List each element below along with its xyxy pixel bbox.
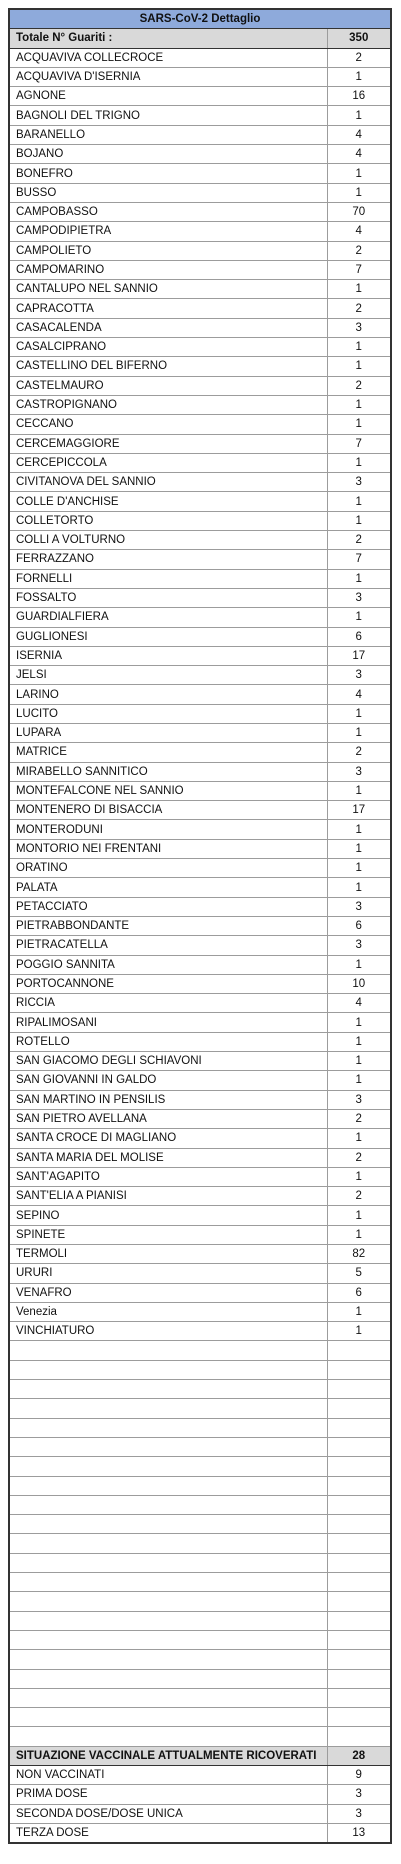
cell-label (9, 1573, 327, 1592)
cell-value: 4 (327, 685, 391, 704)
cell-label (9, 1380, 327, 1399)
total-value: 350 (327, 29, 391, 48)
cell-label: CANTALUPO NEL SANNIO (9, 280, 327, 299)
cell-label: RIPALIMOSANI (9, 1013, 327, 1032)
cell-value: 1 (327, 1013, 391, 1032)
cell-value: 1 (327, 67, 391, 86)
cell-label: SECONDA DOSE/DOSE UNICA (9, 1804, 327, 1823)
cell-label: CASACALENDA (9, 318, 327, 337)
cell-label: SPINETE (9, 1225, 327, 1244)
table-row (9, 994, 391, 1013)
cell-label: VINCHIATURO (9, 1322, 327, 1341)
cell-label: ACQUAVIVA COLLECROCE (9, 48, 327, 67)
vaccine-row (9, 1804, 391, 1823)
cell-value (327, 1553, 391, 1572)
table-row (9, 801, 391, 820)
table-row (9, 1283, 391, 1302)
table-row (9, 164, 391, 183)
cell-value: 1 (327, 511, 391, 530)
cell-label (9, 1437, 327, 1456)
table-row (9, 1090, 391, 1109)
empty-row (9, 1727, 391, 1746)
cell-value: 6 (327, 916, 391, 935)
cell-value: 3 (327, 318, 391, 337)
cell-value: 1 (327, 839, 391, 858)
cell-value (327, 1727, 391, 1746)
cell-value: 7 (327, 550, 391, 569)
table-row (9, 492, 391, 511)
cell-label: CASALCIPRANO (9, 338, 327, 357)
cell-label (9, 1553, 327, 1572)
table-row (9, 67, 391, 86)
cell-label: MATRICE (9, 743, 327, 762)
table-row (9, 859, 391, 878)
cell-value (327, 1669, 391, 1688)
empty-row (9, 1437, 391, 1456)
empty-row (9, 1650, 391, 1669)
cell-value: 1 (327, 569, 391, 588)
cell-label: PIETRABBONDANTE (9, 916, 327, 935)
cell-label: SAN MARTINO IN PENSILIS (9, 1090, 327, 1109)
cell-value: 9 (327, 1766, 391, 1785)
empty-row (9, 1708, 391, 1727)
empty-row (9, 1611, 391, 1630)
cell-label: MONTERODUNI (9, 820, 327, 839)
cell-value (327, 1708, 391, 1727)
table-row (9, 260, 391, 279)
cell-label: MONTEFALCONE NEL SANNIO (9, 781, 327, 800)
table-row (9, 839, 391, 858)
cell-value: 3 (327, 473, 391, 492)
cell-label: CAMPODIPIETRA (9, 222, 327, 241)
cell-value: 7 (327, 260, 391, 279)
cell-label: CAMPOBASSO (9, 202, 327, 221)
cell-value: 1 (327, 704, 391, 723)
cell-value: 4 (327, 145, 391, 164)
cell-value: 1 (327, 1129, 391, 1148)
cell-label (9, 1534, 327, 1553)
cell-label (9, 1457, 327, 1476)
cell-label: FOSSALTO (9, 588, 327, 607)
cell-value: 1 (327, 1167, 391, 1186)
cell-value: 3 (327, 666, 391, 685)
cell-label (9, 1515, 327, 1534)
cell-value: 1 (327, 357, 391, 376)
cell-value: 2 (327, 1187, 391, 1206)
cell-label: LUPARA (9, 723, 327, 742)
table-row (9, 376, 391, 395)
cell-label: CAPRACOTTA (9, 299, 327, 318)
cell-value: 7 (327, 434, 391, 453)
cell-label: GUGLIONESI (9, 627, 327, 646)
cell-value: 1 (327, 608, 391, 627)
table-row (9, 318, 391, 337)
cell-value: 1 (327, 723, 391, 742)
empty-row (9, 1341, 391, 1360)
cell-value: 16 (327, 87, 391, 106)
table-row (9, 1322, 391, 1341)
cell-value (327, 1688, 391, 1707)
cell-value: 17 (327, 646, 391, 665)
cell-value: 1 (327, 781, 391, 800)
table-row (9, 743, 391, 762)
cell-value: 6 (327, 1283, 391, 1302)
empty-row (9, 1495, 391, 1514)
cell-value (327, 1380, 391, 1399)
cell-value: 10 (327, 974, 391, 993)
cell-value (327, 1476, 391, 1495)
cell-label: SANT'ELIA A PIANISI (9, 1187, 327, 1206)
cell-label (9, 1341, 327, 1360)
table-row (9, 878, 391, 897)
cell-label: BAGNOLI DEL TRIGNO (9, 106, 327, 125)
table-row (9, 955, 391, 974)
table-row (9, 704, 391, 723)
cell-label (9, 1727, 327, 1746)
cell-value: 3 (327, 1785, 391, 1804)
table-row (9, 1206, 391, 1225)
cell-value: 3 (327, 588, 391, 607)
cell-value: 3 (327, 1090, 391, 1109)
cell-value: 1 (327, 1052, 391, 1071)
cell-value: 1 (327, 280, 391, 299)
empty-row (9, 1573, 391, 1592)
table-row (9, 1013, 391, 1032)
cell-value: 1 (327, 878, 391, 897)
table-row (9, 916, 391, 935)
cell-label: CASTELLINO DEL BIFERNO (9, 357, 327, 376)
cell-label: MIRABELLO SANNITICO (9, 762, 327, 781)
table-row (9, 1187, 391, 1206)
cell-label (9, 1688, 327, 1707)
cell-value: 4 (327, 125, 391, 144)
table-row (9, 395, 391, 414)
table-row (9, 936, 391, 955)
cell-value: 28 (327, 1746, 391, 1765)
table-row (9, 511, 391, 530)
cell-label (9, 1669, 327, 1688)
table-row (9, 588, 391, 607)
cell-value: 2 (327, 1109, 391, 1128)
cell-label: JELSI (9, 666, 327, 685)
cell-label: PETACCIATO (9, 897, 327, 916)
cell-value: 82 (327, 1245, 391, 1264)
cell-value: 1 (327, 395, 391, 414)
table-row (9, 106, 391, 125)
cell-label: SAN GIACOMO DEGLI SCHIAVONI (9, 1052, 327, 1071)
table-row (9, 1245, 391, 1264)
empty-row (9, 1630, 391, 1649)
cell-label: CASTROPIGNANO (9, 395, 327, 414)
cell-label (9, 1650, 327, 1669)
cell-label: PRIMA DOSE (9, 1785, 327, 1804)
cell-value: 1 (327, 492, 391, 511)
table-row (9, 453, 391, 472)
vaccine-row (9, 1823, 391, 1843)
cell-value (327, 1457, 391, 1476)
cell-value: 1 (327, 106, 391, 125)
table-row (9, 685, 391, 704)
cell-value: 2 (327, 743, 391, 762)
empty-row (9, 1476, 391, 1495)
cell-value: 3 (327, 762, 391, 781)
cell-value (327, 1650, 391, 1669)
cell-label: TERMOLI (9, 1245, 327, 1264)
cell-label: RICCIA (9, 994, 327, 1013)
cell-label: GUARDIALFIERA (9, 608, 327, 627)
table-row (9, 338, 391, 357)
cell-value (327, 1611, 391, 1630)
cell-value: 3 (327, 1804, 391, 1823)
empty-row (9, 1457, 391, 1476)
vaccine-row (9, 1766, 391, 1785)
cell-label (9, 1708, 327, 1727)
table-row (9, 781, 391, 800)
cell-label: BOJANO (9, 145, 327, 164)
cell-label: LUCITO (9, 704, 327, 723)
cell-value: 1 (327, 1206, 391, 1225)
table-row (9, 48, 391, 67)
table-row (9, 1109, 391, 1128)
table-title: SARS-CoV-2 Dettaglio (9, 9, 391, 29)
table-row (9, 299, 391, 318)
cell-value: 3 (327, 897, 391, 916)
empty-row (9, 1380, 391, 1399)
cell-label: CAMPOLIETO (9, 241, 327, 260)
cell-label: CECCANO (9, 415, 327, 434)
cell-label: BUSSO (9, 183, 327, 202)
cell-label: CAMPOMARINO (9, 260, 327, 279)
cell-value: 70 (327, 202, 391, 221)
cell-value: 1 (327, 1302, 391, 1321)
table-row (9, 974, 391, 993)
cell-value: 1 (327, 1032, 391, 1051)
cell-label (9, 1476, 327, 1495)
cell-value: 1 (327, 1071, 391, 1090)
table-row (9, 241, 391, 260)
cell-value: 6 (327, 627, 391, 646)
cell-label: SANT'AGAPITO (9, 1167, 327, 1186)
cell-label: MONTENERO DI BISACCIA (9, 801, 327, 820)
cell-value (327, 1515, 391, 1534)
cell-value (327, 1360, 391, 1379)
cell-label (9, 1360, 327, 1379)
cell-label: ORATINO (9, 859, 327, 878)
table-row (9, 222, 391, 241)
empty-row (9, 1399, 391, 1418)
cell-label (9, 1495, 327, 1514)
cell-value: 1 (327, 164, 391, 183)
cell-label: URURI (9, 1264, 327, 1283)
cell-value: 5 (327, 1264, 391, 1283)
cell-label: FERRAZZANO (9, 550, 327, 569)
cell-value (327, 1399, 391, 1418)
cell-value (327, 1437, 391, 1456)
table-row (9, 357, 391, 376)
cell-label: SEPINO (9, 1206, 327, 1225)
table-row (9, 1032, 391, 1051)
cell-value: 1 (327, 820, 391, 839)
table-row (9, 1129, 391, 1148)
table-row (9, 1302, 391, 1321)
cell-label: FORNELLI (9, 569, 327, 588)
cell-label: ROTELLO (9, 1032, 327, 1051)
table-row (9, 125, 391, 144)
cell-label: CIVITANOVA DEL SANNIO (9, 473, 327, 492)
table-row (9, 183, 391, 202)
cell-label: VENAFRO (9, 1283, 327, 1302)
table-row (9, 762, 391, 781)
cell-label: SAN GIOVANNI IN GALDO (9, 1071, 327, 1090)
summary-sheet (8, 8, 390, 1844)
table-row (9, 1167, 391, 1186)
table-row (9, 569, 391, 588)
table-row (9, 1264, 391, 1283)
table-row (9, 550, 391, 569)
cell-label: SITUAZIONE VACCINALE ATTUALMENTE RICOVERATI (9, 1746, 327, 1765)
cell-label: SAN PIETRO AVELLANA (9, 1109, 327, 1128)
cell-value: 1 (327, 338, 391, 357)
table-row (9, 202, 391, 221)
cell-label: ISERNIA (9, 646, 327, 665)
table-row (9, 897, 391, 916)
cell-value: 3 (327, 936, 391, 955)
table-row (9, 434, 391, 453)
cell-value: 17 (327, 801, 391, 820)
cell-value: 1 (327, 453, 391, 472)
cell-label: LARINO (9, 685, 327, 704)
cell-label: BONEFRO (9, 164, 327, 183)
cell-label: CASTELMAURO (9, 376, 327, 395)
cell-label: ACQUAVIVA D'ISERNIA (9, 67, 327, 86)
cell-value: 2 (327, 531, 391, 550)
cell-label: CERCEPICCOLA (9, 453, 327, 472)
cell-value (327, 1341, 391, 1360)
table-row (9, 1071, 391, 1090)
cell-value: 2 (327, 376, 391, 395)
cell-value (327, 1630, 391, 1649)
cell-label (9, 1611, 327, 1630)
cell-value: 4 (327, 994, 391, 1013)
cell-label: Venezia (9, 1302, 327, 1321)
total-row (9, 29, 391, 48)
cell-value: 1 (327, 955, 391, 974)
table-row (9, 820, 391, 839)
cell-value: 1 (327, 859, 391, 878)
cell-label: MONTORIO NEI FRENTANI (9, 839, 327, 858)
cell-label: PALATA (9, 878, 327, 897)
table-row (9, 666, 391, 685)
cell-label: COLLETORTO (9, 511, 327, 530)
cell-value: 1 (327, 1322, 391, 1341)
cell-value: 2 (327, 241, 391, 260)
cell-value: 2 (327, 299, 391, 318)
table-row (9, 87, 391, 106)
cell-label: BARANELLO (9, 125, 327, 144)
table-row (9, 1225, 391, 1244)
empty-row (9, 1534, 391, 1553)
empty-row (9, 1418, 391, 1437)
vaccine-header-row (9, 1746, 391, 1765)
table-row (9, 1052, 391, 1071)
table-row (9, 723, 391, 742)
empty-row (9, 1669, 391, 1688)
cell-value (327, 1495, 391, 1514)
table-row (9, 415, 391, 434)
table-row (9, 280, 391, 299)
empty-row (9, 1592, 391, 1611)
cell-label: AGNONE (9, 87, 327, 106)
empty-row (9, 1515, 391, 1534)
title-row (9, 9, 391, 29)
empty-row (9, 1360, 391, 1379)
cell-label: TERZA DOSE (9, 1823, 327, 1843)
cell-label (9, 1592, 327, 1611)
cell-value: 1 (327, 1225, 391, 1244)
total-label: Totale N° Guariti : (9, 29, 327, 48)
cell-value: 13 (327, 1823, 391, 1843)
cell-label: SANTA CROCE DI MAGLIANO (9, 1129, 327, 1148)
cell-value: 4 (327, 222, 391, 241)
cell-value: 2 (327, 48, 391, 67)
cell-label: POGGIO SANNITA (9, 955, 327, 974)
cell-value: 2 (327, 1148, 391, 1167)
table-row (9, 473, 391, 492)
cell-label: NON VACCINATI (9, 1766, 327, 1785)
cell-value (327, 1592, 391, 1611)
table-row (9, 608, 391, 627)
empty-row (9, 1688, 391, 1707)
cell-value (327, 1418, 391, 1437)
cell-value (327, 1573, 391, 1592)
cell-value: 1 (327, 415, 391, 434)
cell-label (9, 1418, 327, 1437)
table-row (9, 1148, 391, 1167)
table-row (9, 646, 391, 665)
cell-label: PIETRACATELLA (9, 936, 327, 955)
table-row (9, 531, 391, 550)
table-row (9, 145, 391, 164)
vaccine-row (9, 1785, 391, 1804)
cell-label: SANTA MARIA DEL MOLISE (9, 1148, 327, 1167)
cell-label: PORTOCANNONE (9, 974, 327, 993)
cell-label: COLLE D'ANCHISE (9, 492, 327, 511)
cell-value (327, 1534, 391, 1553)
data-table (8, 8, 392, 1844)
cell-label (9, 1399, 327, 1418)
cell-label: CERCEMAGGIORE (9, 434, 327, 453)
empty-row (9, 1553, 391, 1572)
cell-label: COLLI A VOLTURNO (9, 531, 327, 550)
cell-value: 1 (327, 183, 391, 202)
table-row (9, 627, 391, 646)
cell-label (9, 1630, 327, 1649)
